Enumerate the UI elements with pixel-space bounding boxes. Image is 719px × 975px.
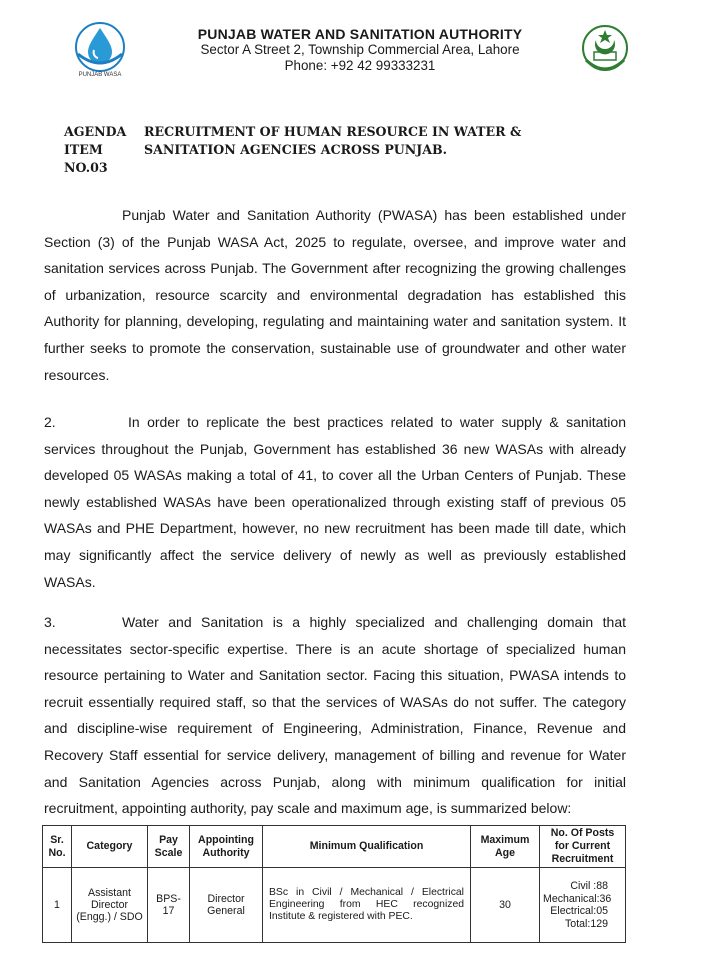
header-sr: Sr. No. [43, 826, 72, 868]
cell-sr: 1 [43, 868, 72, 943]
letterhead [160, 26, 560, 74]
cell-number-of-posts [540, 868, 626, 943]
posts-civil: Civil :88 [570, 880, 608, 892]
agenda-title-line: SANITATION AGENCIES ACROSS PUNJAB. [144, 142, 448, 157]
table-row [43, 868, 626, 943]
cell-maximum-age: 30 [471, 868, 540, 943]
header-category: Category [72, 826, 148, 868]
organization-phone: Phone: +92 42 99333231 [284, 58, 436, 73]
header-maximum-age: Maximum Age [471, 826, 540, 868]
header-appointing-authority: Appointing Authority [190, 826, 263, 868]
pwasa-logo [70, 20, 130, 78]
cell-category: Assistant Director (Engg.) / SDO [72, 868, 148, 943]
cell-pay-scale: BPS-17 [148, 868, 190, 943]
paragraph-2-text: In order to replicate the best practices related to water supply & sanitation services throughout the Punjab, Government has established 36 new WASAs with already developed 05 WASAs making a total of 41, to cover all the Urban Centers of Punjab. These newly established WASAs have been operationalized through existing staff of previous 05 WASAs and PHE Department, however, no new recruitment has been made till date, which may significantly affect the service delivery of newly as well as previously established WASAs. [44, 414, 626, 590]
paragraph-3-number: 3. [44, 614, 56, 630]
paragraph-1-text: Punjab Water and Sanitation Authority (PWASA) has been established under Section (3) of the Punjab WASA Act, 2025 to regulate, oversee, and improve water and sanitation services across Punjab. The Government after recognizing the growing challenges of urbanization, resource scarcity and environmental degradation has established this Authority for planning, developing, regulating and maintaining water and sanitation system. It further seeks to promote the conservation, sustainable use of groundwater and other water resources. [44, 207, 626, 383]
paragraph-2 [44, 409, 626, 595]
paragraph-3 [44, 609, 626, 822]
posts-electrical: Electrical:05 [550, 905, 608, 917]
cell-minimum-qualification: BSc in Civil / Mechanical / Electrical Engineering from HEC recognized Institute & registered with PEC. [263, 868, 471, 943]
agenda-title [144, 123, 564, 159]
paragraph-3-text: Water and Sanitation is a highly specialized and challenging domain that necessitates sector-specific expertise. There is an acute shortage of specialized human resource pertaining to Water and Sanitation sector. Facing this situation, PWASA intends to recruit essentially required staff, so that the services of WASAs do not suffer. The category and discipline-wise requirement of Engineering, Administration, Finance, Revenue and Recovery Staff essential for service delivery, management of billing and revenue for Water and Sanitation Agencies across Punjab, along with minimum qualification for initial recruitment, appointing authority, pay scale and maximum age, is summarized below: [44, 614, 626, 817]
agenda-label-line: ITEM [64, 142, 103, 157]
paragraph-1 [44, 202, 626, 388]
posts-total: Total:129 [565, 917, 608, 930]
organization-name: PUNJAB WATER AND SANITATION AUTHORITY [197, 26, 523, 42]
recruitment-table [42, 825, 626, 943]
posts-mechanical: Mechanical:36 [543, 892, 612, 905]
agenda-label [64, 123, 134, 177]
agenda-label-line: AGENDA [64, 124, 127, 139]
svg-text:PUNJAB WASA: PUNJAB WASA [78, 72, 122, 78]
agenda-label-line: NO.03 [64, 160, 108, 175]
government-emblem [574, 22, 636, 78]
organization-address: Sector A Street 2, Township Commercial Area, Lahore [200, 42, 520, 57]
header-pay-scale: Pay Scale [148, 826, 190, 868]
table-header-row [43, 826, 626, 868]
header-minimum-qualification: Minimum Qualification [263, 826, 471, 868]
paragraph-2-number: 2. [44, 414, 56, 430]
header-number-of-posts: No. Of Posts for Current Recruitment [540, 826, 626, 868]
agenda-title-line: RECRUITMENT OF HUMAN RESOURCE IN WATER & [144, 124, 522, 139]
cell-appointing-authority: Director General [190, 868, 263, 943]
